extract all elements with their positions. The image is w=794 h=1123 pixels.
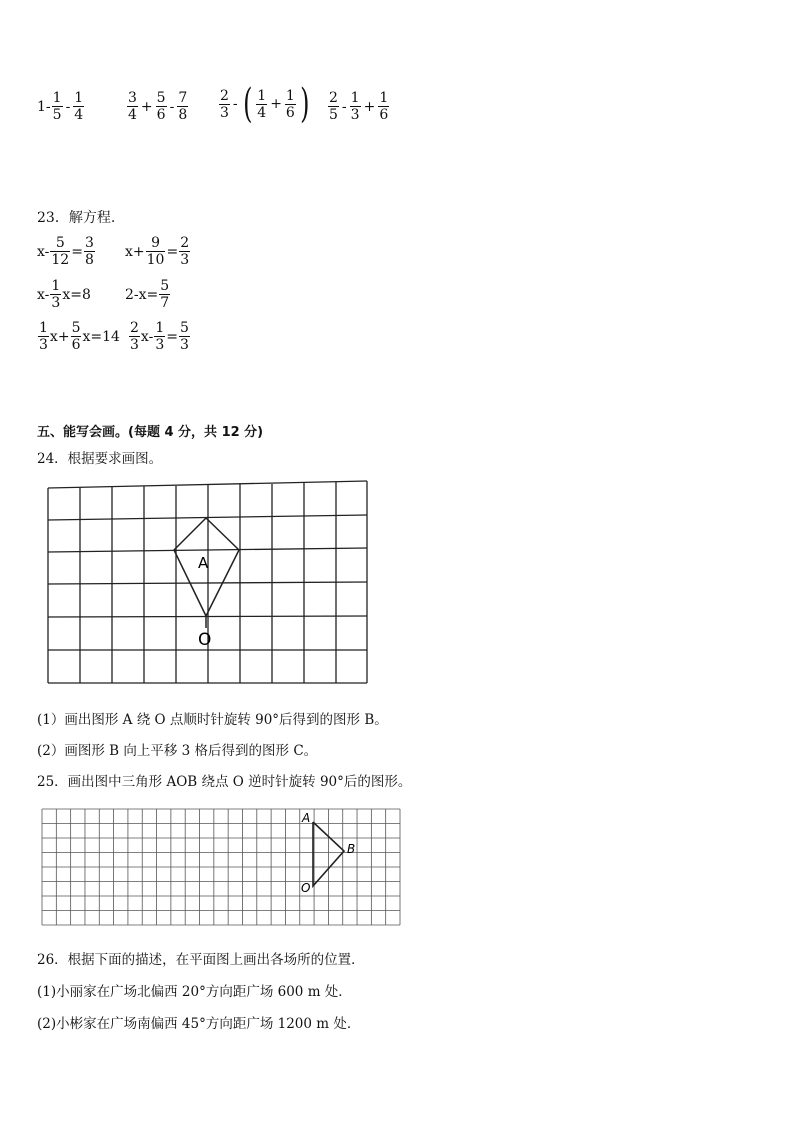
- expression-4: [327, 90, 390, 123]
- operator: +: [363, 98, 376, 115]
- fraction: $\frac{1}{3}$: [155, 320, 165, 353]
- equation-6: [128, 320, 191, 353]
- expression-3: [218, 81, 312, 127]
- section-5-title: 五、能写会画。(每题 4 分，共 12 分): [37, 425, 264, 440]
- equation-3: [37, 278, 91, 311]
- equation-5: [37, 320, 120, 353]
- right-paren: ): [299, 81, 310, 127]
- q24-grid-figure: [40, 478, 375, 688]
- question-25-title: 25．画出图中三角形 AOB 绕点 O 逆时针旋转 90°后的图形。: [37, 774, 412, 790]
- question-26-line-2: (2)小彬家在广场南偏西 45°方向距广场 1200 m 处．: [37, 1016, 361, 1032]
- equation-text: x-: [37, 286, 50, 303]
- equation-text: x-: [37, 243, 50, 260]
- label-a: A: [302, 811, 311, 825]
- fraction: $\frac{1}{4}$: [257, 87, 267, 121]
- equation-text: x=8: [62, 286, 91, 303]
- equals-sign: =: [166, 243, 179, 260]
- fraction: $\frac{1}{6}$: [285, 87, 295, 121]
- left-paren: (: [242, 81, 253, 127]
- question-26-line-1: (1)小丽家在广场北偏西 20°方向距广场 600 m 处．: [37, 984, 352, 1000]
- equation-4: [125, 278, 171, 311]
- fraction: $\frac{2}{3}$: [130, 320, 139, 353]
- label-o: O: [301, 881, 311, 895]
- fraction: $\frac{3}{8}$: [84, 235, 94, 268]
- operator: -: [169, 98, 175, 115]
- fraction: $\frac{1}{5}$: [52, 90, 62, 123]
- grid-lines: [42, 809, 400, 925]
- equation-1: [37, 235, 96, 268]
- equation-text: x-: [140, 328, 154, 345]
- operator: -: [65, 98, 71, 115]
- fraction: $\frac{3}{4}$: [128, 90, 137, 123]
- question-23-title: 23．解方程.: [37, 210, 116, 226]
- operator: -: [341, 98, 347, 115]
- fraction: $\frac{1}{6}$: [379, 90, 389, 123]
- fraction: $\frac{1}{3}$: [51, 278, 61, 311]
- fraction: $\frac{1}{4}$: [74, 90, 84, 123]
- equals-sign: =: [71, 243, 83, 260]
- expression-1: [37, 90, 85, 123]
- equals-sign: =: [166, 328, 178, 345]
- fraction: $\frac{5}{6}$: [71, 320, 81, 353]
- fraction: $\frac{5}{3}$: [179, 320, 189, 353]
- fraction: $\frac{2}{3}$: [220, 87, 229, 121]
- label-a: A: [198, 554, 209, 572]
- fraction: $\frac{2}{3}$: [180, 235, 190, 268]
- fraction: $\frac{1}{3}$: [350, 90, 360, 123]
- fraction: $\frac{5}{12}$: [51, 235, 70, 268]
- fraction: $\frac{7}{8}$: [178, 90, 188, 123]
- equation-2: [125, 235, 191, 268]
- question-24-title: 24．根据要求画图。: [37, 451, 163, 467]
- label-b: B: [347, 842, 356, 856]
- operator: +: [140, 98, 153, 115]
- fraction: $\frac{5}{6}$: [156, 90, 166, 123]
- expression-2: [126, 90, 189, 123]
- fraction: $\frac{5}{7}$: [160, 278, 170, 311]
- grid-lines: [48, 481, 367, 683]
- question-26-title: 26．根据下面的描述，在平面图上画出各场所的位置．: [37, 952, 365, 968]
- fraction: $\frac{9}{10}$: [146, 235, 165, 268]
- question-24-sub-1: (1）画出图形 A 绕 O 点顺时针旋转 90°后得到的图形 B。: [37, 712, 388, 728]
- equation-text: x+: [49, 328, 70, 345]
- lead-text: 1-: [37, 98, 51, 115]
- question-24-sub-2: (2）画图形 B 向上平移 3 格后得到的图形 C。: [37, 743, 318, 759]
- operator: +: [270, 96, 282, 112]
- operator: -: [232, 96, 238, 112]
- label-o: O: [198, 630, 212, 650]
- fraction: $\frac{1}{3}$: [39, 320, 48, 353]
- equation-text: 2-x=: [125, 286, 159, 303]
- fraction: $\frac{2}{5}$: [329, 90, 338, 123]
- q25-grid-figure: [38, 805, 404, 930]
- equation-text: x+: [125, 243, 145, 260]
- equation-text: x=14: [82, 328, 120, 345]
